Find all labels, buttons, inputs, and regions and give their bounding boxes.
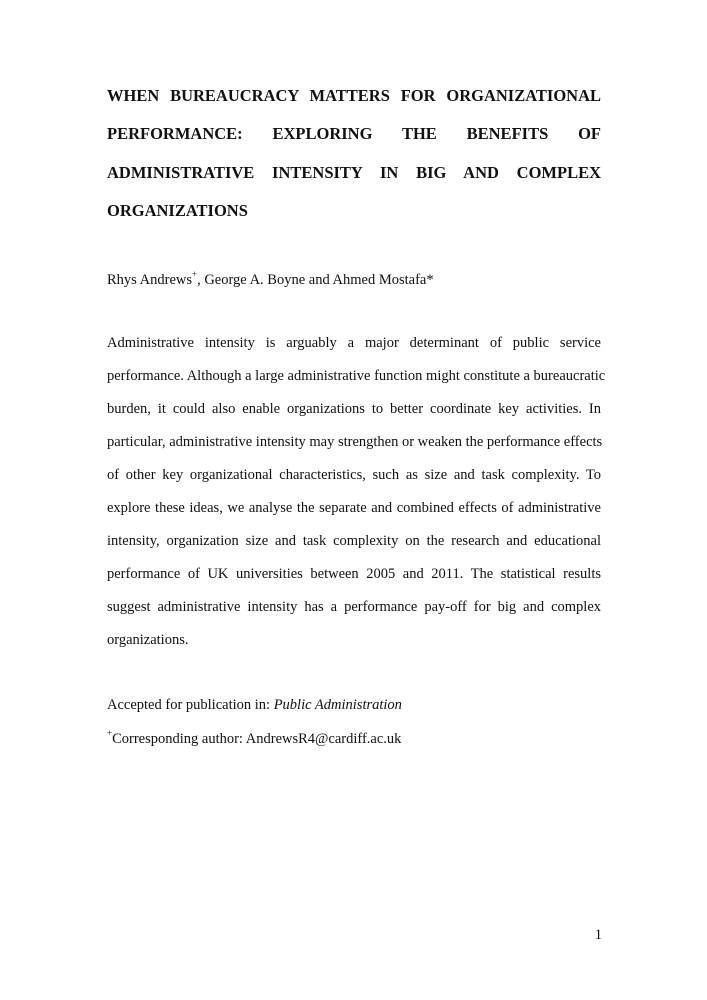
publication-label: Accepted for publication in: — [107, 697, 274, 713]
abstract-line-1: Administrative intensity is arguably a major determinant of public service — [107, 335, 601, 351]
author-rest: , George A. Boyne and Ahmed Mostafa* — [197, 272, 434, 288]
title-line-2: PERFORMANCE: EXPLORING THE BENEFITS OF — [107, 124, 601, 143]
abstract-line-6: explore these ideas, we analyse the separate and combined effects of administrative — [107, 500, 601, 516]
abstract-line-3: burden, it could also enable organizations to better coordinate key activities. In — [107, 401, 601, 417]
abstract-line-5: of other key organizational characteristics, such as size and task complexity. To — [107, 467, 601, 483]
title-line-1: WHEN BUREAUCRACY MATTERS FOR ORGANIZATIONAL — [107, 86, 601, 105]
corresponding-mark: + — [107, 728, 113, 739]
abstract-line-4: particular, administrative intensity may strengthen or weaken the performance effects — [107, 434, 603, 450]
title-line-3: ADMINISTRATIVE INTENSITY IN BIG AND COMPLEX — [107, 163, 601, 182]
author-list — [107, 271, 434, 289]
page-number: 1 — [594, 927, 602, 943]
author-first: Rhys Andrews — [107, 272, 192, 288]
journal-name: Public Administration — [273, 697, 402, 713]
abstract-line-9: suggest administrative intensity has a performance pay-off for big and complex — [107, 599, 601, 615]
abstract-line-10: organizations. — [107, 632, 189, 648]
abstract-line-2: performance. Although a large administrative function might constitute a bureaucratic — [107, 368, 606, 384]
abstract-line-7: intensity, organization size and task complexity on the research and educational — [107, 533, 601, 549]
title-line-4: ORGANIZATIONS — [107, 201, 248, 220]
abstract-line-8: performance of UK universities between 2005 and 2011. The statistical results — [107, 566, 601, 582]
corresponding-text: Corresponding author: AndrewsR4@cardiff.ac.uk — [112, 731, 402, 747]
author-corresponding-mark: + — [192, 269, 198, 280]
corresponding-author — [107, 730, 401, 748]
publication-note — [107, 696, 402, 714]
